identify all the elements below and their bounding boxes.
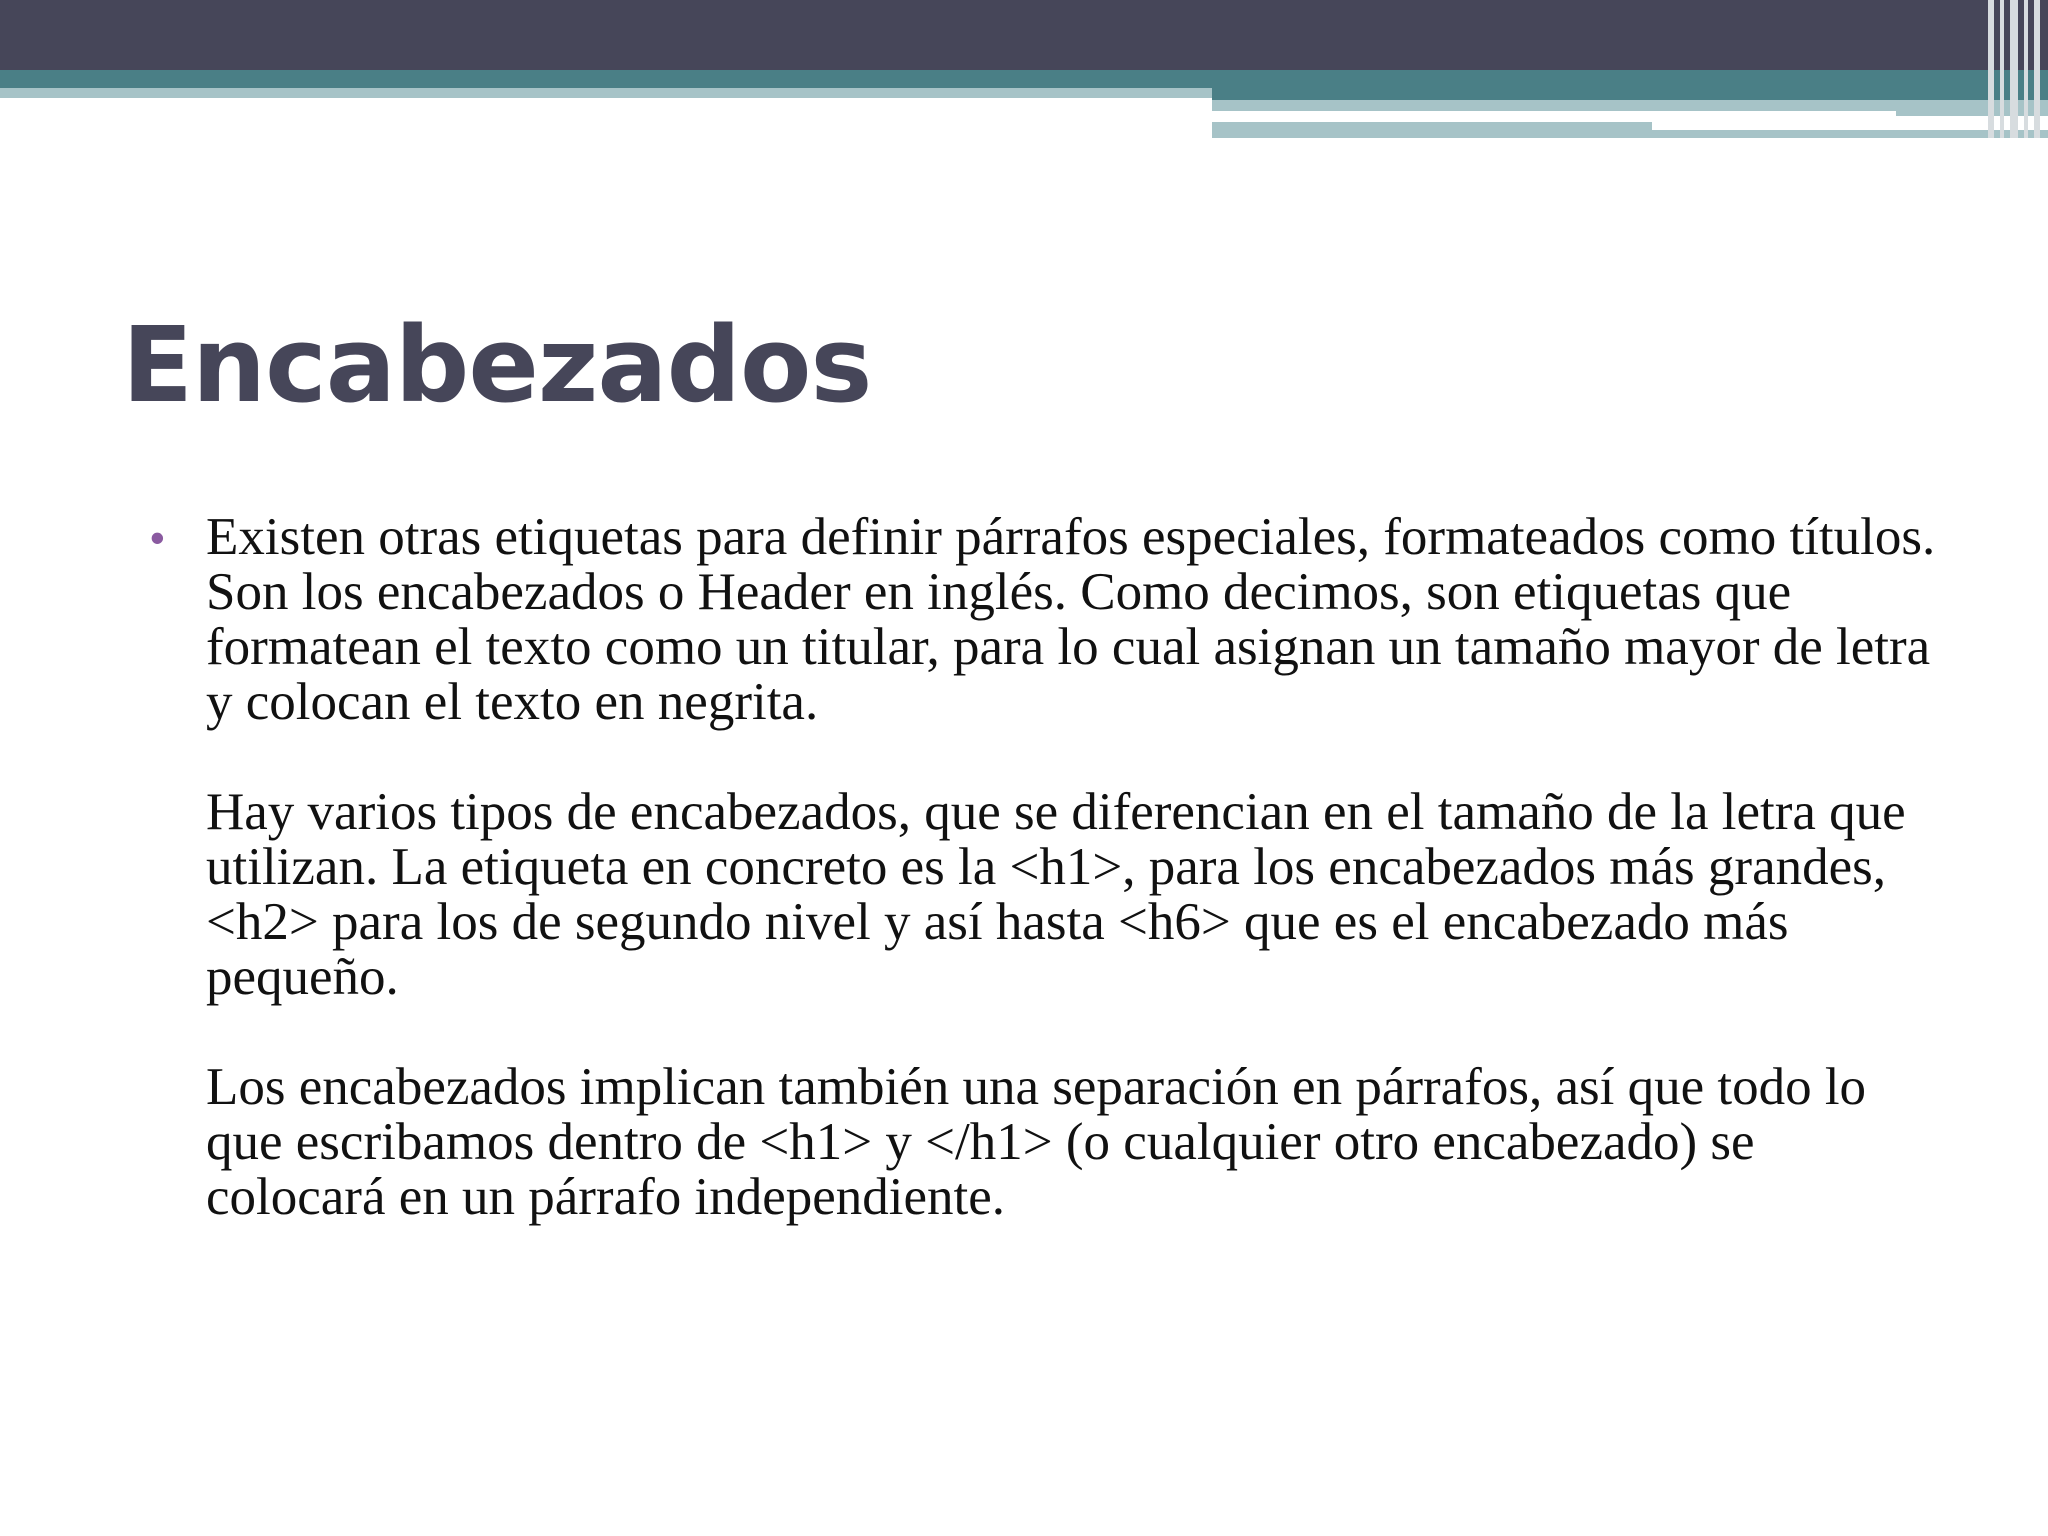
header-band-white-line (1212, 111, 1896, 116)
header-band-dark (0, 0, 2048, 70)
header-band-light-lower (1212, 122, 1652, 138)
paragraph-1: Existen otras etiquetas para definir párrafos especiales, formateados como títulos. Son los encabezados o Header en inglés. Como decimos, son etiquetas que formatean el texto como un titular, para lo cual asignan un tamaño mayor de letra y colocan el texto en negrita. (206, 508, 1936, 731)
header-band-teal-right (1212, 88, 2048, 100)
header-stripes (1984, 0, 2048, 138)
bullet-item (146, 510, 1936, 1225)
header-band-light-left (0, 88, 1212, 98)
paragraph-2: Hay varios tipos de encabezados, que se diferencian en el tamaño de la letra que utilizan. La etiqueta en concreto es la <h1>, para los encabezados más grandes, <h2> para los de segundo nivel y así hasta <h6> que es el encabezado más pequeño. (206, 783, 1906, 1006)
slide-title: Encabezados (122, 304, 872, 426)
paragraph-3: Los encabezados implican también una separación en párrafos, así que todo lo que escribamos dentro de <h1> y </h1> (o cualquier otro encabezado) se colocará en un párrafo independiente. (206, 1058, 1867, 1226)
bullet-dot-icon: • (150, 514, 165, 561)
slide-content (146, 510, 1936, 1225)
header-band-teal (0, 70, 2048, 88)
